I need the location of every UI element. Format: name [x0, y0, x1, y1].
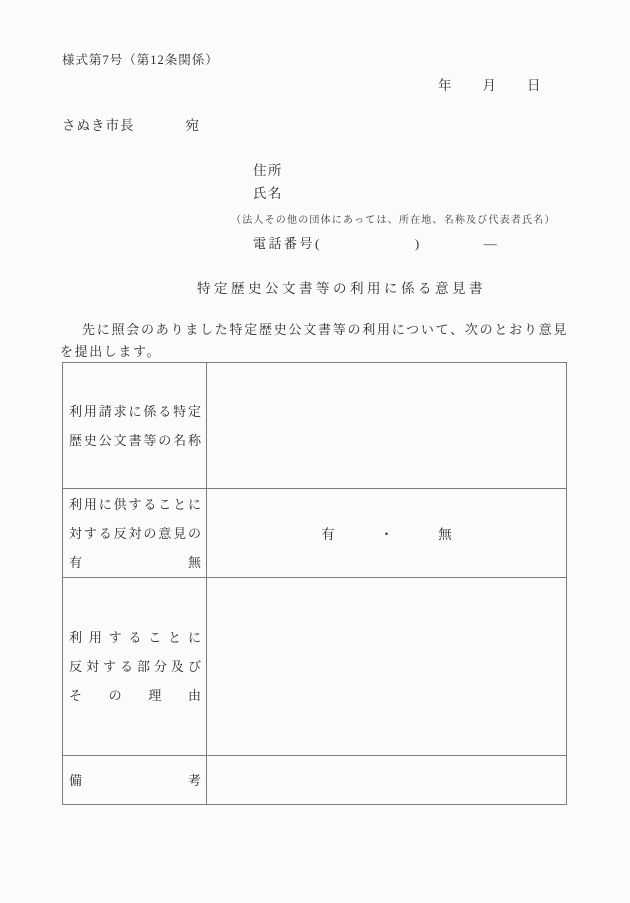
row-label-objection-reason: 利用することに 反対する部分及び その理由	[63, 578, 207, 756]
opinion-table	[62, 362, 567, 805]
row-label-document-name: 利用請求に係る特定 歴史公文書等の名称	[63, 363, 207, 489]
month-label: 月	[482, 78, 496, 93]
day-label: 日	[527, 78, 541, 93]
yes-no-choice	[321, 523, 452, 543]
phone-number-line: 電話番号( ) —	[253, 236, 500, 251]
addressee-name: さぬき市長	[62, 118, 135, 133]
date-line	[438, 74, 541, 94]
objection-presence-entry-area	[207, 489, 566, 578]
objection-reason-entry-area	[207, 578, 566, 756]
row-label-remarks: 備考	[63, 756, 207, 804]
option-no: 無	[438, 527, 452, 542]
addressee-suffix: 宛	[185, 118, 199, 133]
document-title: 特定歴史公文書等の利用に係る意見書	[197, 281, 486, 296]
intro-paragraph: 先に照会のありました特定歴史公文書等の利用について、次のとおり意見を提出します。	[60, 322, 568, 359]
document-name-entry-area	[207, 363, 566, 489]
addressee-line	[62, 114, 199, 134]
form-number: 様式第7号（第12条関係）	[62, 53, 219, 67]
name-label: 氏名	[253, 186, 283, 201]
year-label: 年	[438, 78, 452, 93]
address-label: 住所	[253, 163, 283, 178]
row-label-objection-presence: 利用に供することに 対する反対の意見の 有無	[63, 489, 207, 578]
remarks-entry-area	[207, 756, 566, 804]
option-yes: 有	[321, 527, 335, 542]
option-separator: ・	[379, 527, 394, 542]
corporation-note: （法人その他の団体にあっては、所在地、名称及び代表者氏名）	[231, 215, 556, 226]
